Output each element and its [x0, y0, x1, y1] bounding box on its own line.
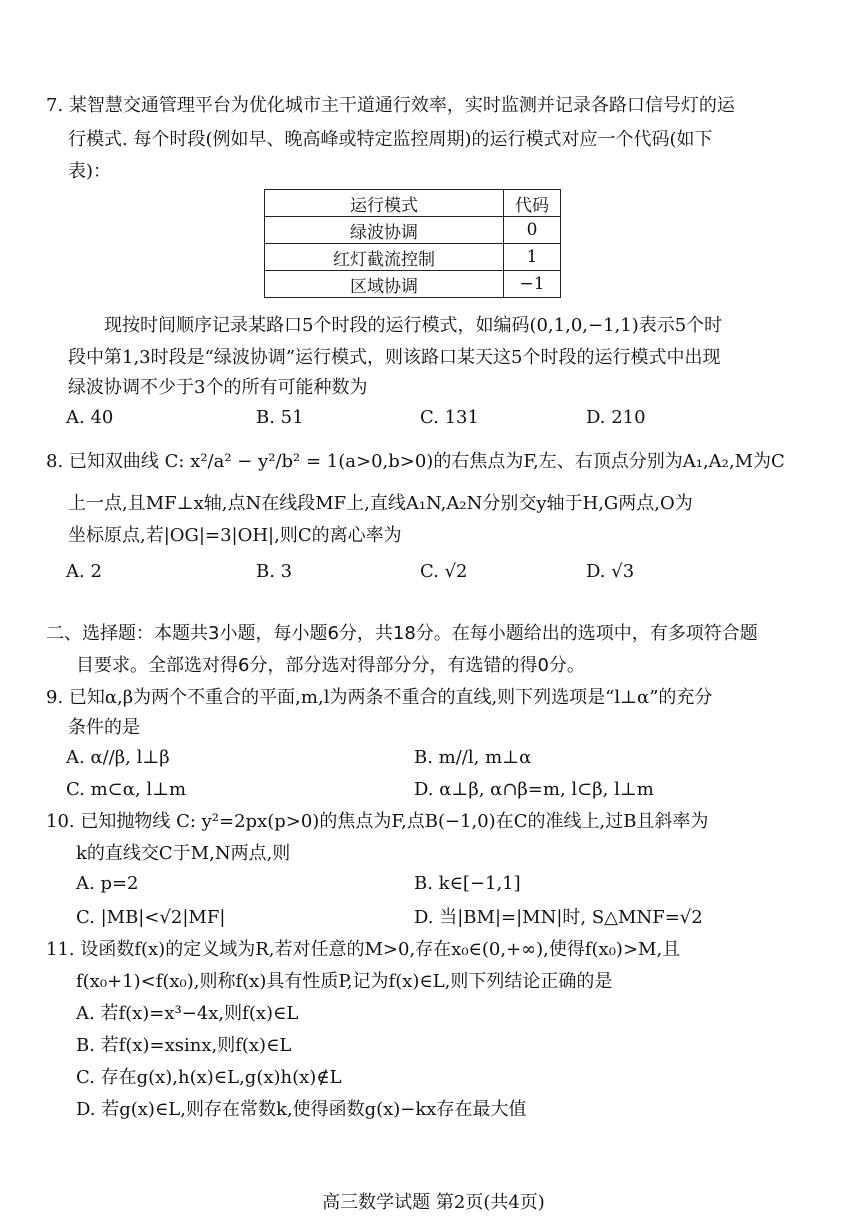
table-cell: 区域协调 — [265, 271, 504, 298]
q11-option-d: D. 若g(x)∈L,则存在常数k,使得函数g(x)−kx存在最大值 — [76, 1099, 527, 1120]
q8-option-b: B. 3 — [256, 561, 293, 582]
table-header-mode: 运行模式 — [265, 190, 504, 217]
section-2-line-1: 二、选择题：本题共3小题，每小题6分，共18分。在每小题给出的选项中，有多项符合题 — [46, 623, 758, 644]
q11-option-a: A. 若f(x)=x³−4x,则f(x)∈L — [76, 1003, 299, 1024]
q9-options-row-2 — [0, 778, 867, 802]
q7-line-1: 7. 某智慧交通管理平台为优化城市主干道通行效率，实时监测并记录各路口信号灯的运 — [46, 95, 735, 116]
q10-option-b: B. k∈[−1,1] — [414, 873, 521, 894]
table-cell: 红灯截流控制 — [265, 244, 504, 271]
q10-options-row-2 — [0, 906, 867, 930]
q11-option-c: C. 存在g(x),h(x)∈L,g(x)h(x)∉L — [76, 1067, 342, 1088]
section-2-heading — [46, 622, 758, 646]
table-row — [265, 217, 561, 244]
q10-option-d: D. 当|BM|=|MN|时, S△MNF=√2 — [414, 907, 703, 928]
table-header-code: 代码 — [504, 190, 561, 217]
q7-para-2: 段中第1,3时段是“绿波协调”运行模式，则该路口某天这5个时段的运行模式中出现 — [68, 347, 721, 368]
q7-para-1: 现按时间顺序记录某路口5个时段的运行模式，如编码(0,1,0,−1,1)表示5个时 — [104, 315, 723, 336]
page-footer: 高三数学试题 第2页(共4页) — [322, 1192, 545, 1213]
table-cell: 1 — [504, 244, 561, 271]
q9-option-d: D. α⊥β, α∩β=m, l⊂β, l⊥m — [414, 779, 654, 800]
q10-line-1: 10. 已知抛物线 C: y²=2px(p>0)的焦点为F,点B(−1,0)在C的准线上,过B且斜率为 — [46, 811, 709, 832]
q7-option-b: B. 51 — [256, 407, 304, 428]
table-cell: 绿波协调 — [265, 217, 504, 244]
q8-options — [0, 560, 867, 584]
q8-line-3: 坐标原点,若|OG|=3|OH|,则C的离心率为 — [68, 525, 402, 546]
q11-line-2: f(x₀+1)<f(x₀),则称f(x)具有性质P,记为f(x)∈L,则下列结论正确的是 — [76, 971, 613, 992]
q8-option-d: D. √3 — [586, 561, 635, 582]
q7-option-d: D. 210 — [586, 407, 646, 428]
table-cell: 0 — [504, 217, 561, 244]
q10-option-c: C. |MB|<√2|MF| — [76, 907, 226, 928]
q11-line-1: 11. 设函数f(x)的定义域为R,若对任意的M>0,存在x₀∈(0,+∞),使得f(x₀)>M,且 — [46, 939, 681, 960]
q8-line-2: 上一点,且MF⊥x轴,点N在线段MF上,直线A₁N,A₂N分别交y轴于H,G两点,O为 — [68, 493, 693, 514]
q10-line-2: k的直线交C于M,N两点,则 — [76, 843, 291, 864]
q9-options-row-1 — [0, 746, 867, 770]
q9-line-1: 9. 已知α,β为两个不重合的平面,m,l为两条不重合的直线,则下列选项是“l⊥α”的充分 — [46, 687, 713, 708]
q7-line-3: 表)： — [68, 161, 112, 182]
table-header-row — [265, 190, 561, 217]
q9-option-c: C. m⊂α, l⊥m — [66, 779, 187, 800]
q7-option-c: C. 131 — [420, 407, 479, 428]
q11-option-b: B. 若f(x)=xsinx,则f(x)∈L — [76, 1035, 292, 1056]
table-row — [265, 271, 561, 298]
table-row — [265, 244, 561, 271]
q7-line-2: 行模式. 每个时段(例如早、晚高峰或特定监控周期)的运行模式对应一个代码(如下 — [68, 129, 713, 150]
mode-code-table — [264, 189, 561, 298]
q7-option-a: A. 40 — [66, 407, 114, 428]
q8-option-a: A. 2 — [66, 561, 102, 582]
q7-options — [0, 406, 867, 430]
q7-para-3: 绿波协调不少于3个的所有可能种数为 — [68, 377, 368, 398]
q9-line-2: 条件的是 — [68, 717, 140, 738]
q10-option-a: A. p=2 — [76, 873, 139, 894]
q8-line-1: 8. 已知双曲线 C: x²/a² − y²/b² = 1(a>0,b>0)的右焦点为F,左、右顶点分别为A₁,A₂,M为C — [46, 451, 785, 472]
q9-option-b: B. m//l, m⊥α — [414, 747, 532, 768]
q10-options-row-1 — [0, 872, 867, 896]
section-2-line-2: 目要求。全部选对得6分，部分选对得部分分，有选错的得0分。 — [76, 655, 585, 676]
q8-option-c: C. √2 — [420, 561, 468, 582]
table-cell: −1 — [504, 271, 561, 298]
q9-option-a: A. α//β, l⊥β — [66, 747, 170, 768]
